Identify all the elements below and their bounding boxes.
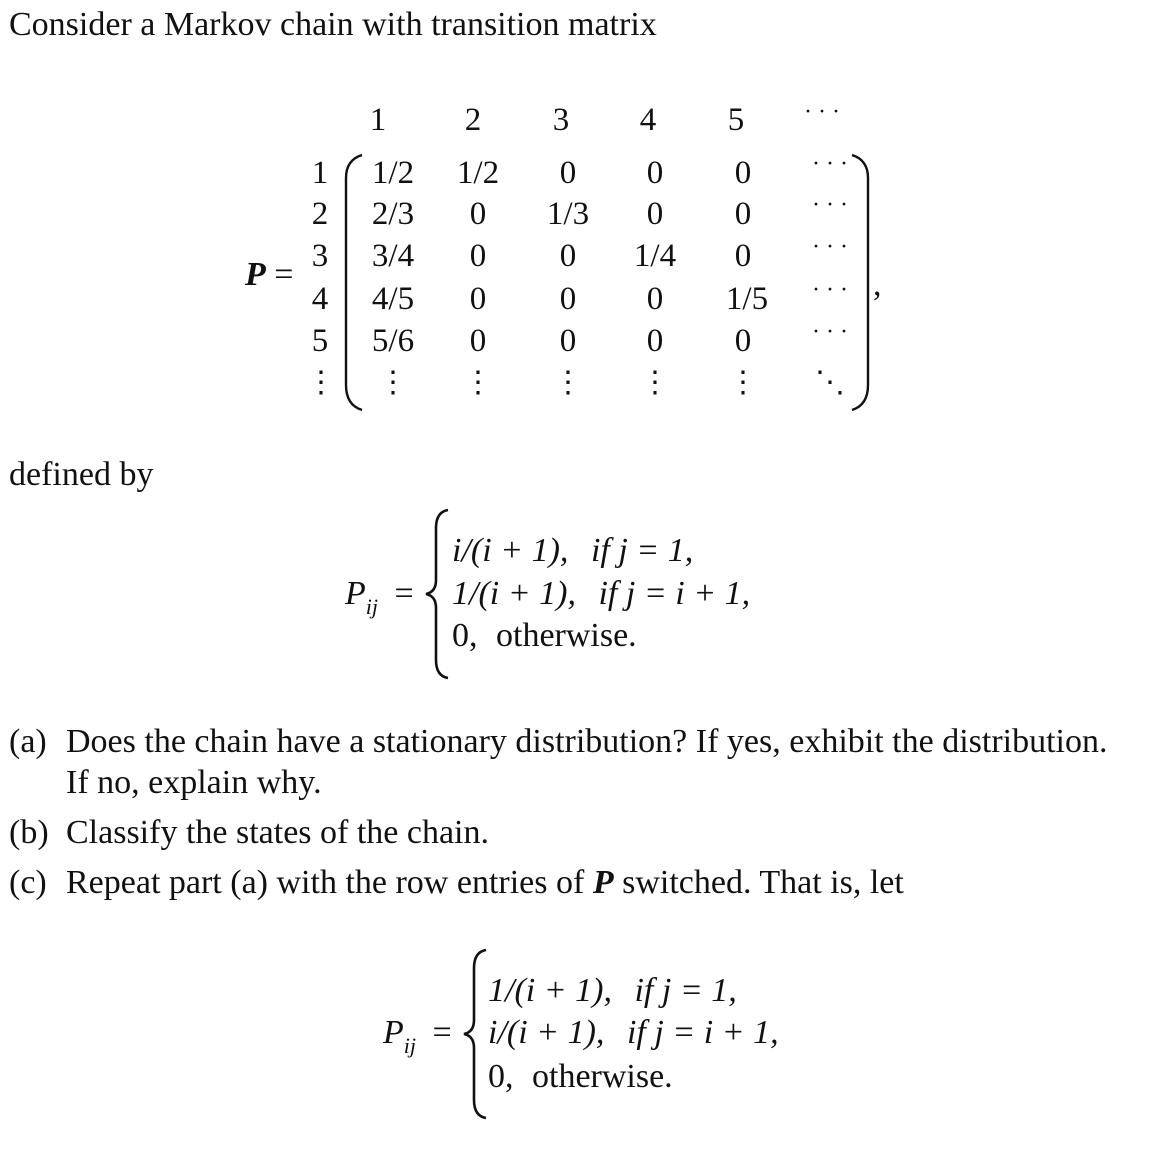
matrix-cell: ⋮ <box>640 366 670 399</box>
definition-lhs: $P_{ij}$ = <box>383 1014 452 1058</box>
matrix-cell: · · · <box>812 319 848 345</box>
matrix-cell: 3/4 <box>371 238 415 274</box>
col-header: 1 <box>369 102 387 138</box>
matrix-cell: 5/6 <box>371 323 415 359</box>
matrix-cell: ⋮ <box>553 366 583 399</box>
matrix-cell: 1/3 <box>546 196 590 232</box>
matrix-cell: · · · <box>812 277 848 303</box>
matrix-cell: 0 <box>734 155 752 191</box>
question-c: (c) <box>9 864 47 901</box>
row-header: 2 <box>311 196 329 232</box>
matrix-cell: 0 <box>559 155 577 191</box>
matrix-cell: · · · <box>812 234 848 260</box>
matrix-cell: 4/5 <box>371 281 415 317</box>
question-c-text: Repeat part (a) with the row entries of P switched. That is, let <box>66 864 904 901</box>
matrix-cell: 0 <box>469 196 487 232</box>
matrix-cell: 1/2 <box>371 155 415 191</box>
matrix-cell: 0 <box>646 323 664 359</box>
matrix-cell: 0 <box>559 238 577 274</box>
matrix-cell: · · · <box>812 192 848 218</box>
matrix-cell: 0 <box>734 196 752 232</box>
matrix-cell: 2/3 <box>371 196 415 232</box>
matrix-cell: ⋱ <box>815 366 845 399</box>
defined-by-text: defined by <box>9 456 154 493</box>
matrix-cell: 1/5 <box>725 281 769 317</box>
col-header: · · · <box>804 99 840 125</box>
matrix-cell: 0 <box>559 281 577 317</box>
matrix-cell: 0 <box>469 323 487 359</box>
matrix-cell: 0 <box>734 323 752 359</box>
matrix-cell: 0 <box>559 323 577 359</box>
col-header: 3 <box>552 102 570 138</box>
question-a: (a) <box>9 723 47 760</box>
matrix-cell: 0 <box>646 155 664 191</box>
row-header: 5 <box>311 323 329 359</box>
question-b-text: Classify the states of the chain. <box>66 814 490 851</box>
definition-lhs: $P_{ij}$ = <box>345 575 414 619</box>
matrix-cell: 0 <box>734 238 752 274</box>
case-row: i/(i + 1), if j = i + 1, <box>488 1014 779 1051</box>
matrix-cell: 0 <box>469 281 487 317</box>
question-a-continuation: If no, explain why. <box>66 764 322 801</box>
question-b: (b) <box>9 814 49 851</box>
case-row: 0, otherwise. <box>452 617 637 654</box>
row-header: 3 <box>311 238 329 274</box>
matrix-symbol: P = <box>245 256 294 293</box>
case-row: 1/(i + 1), if j = i + 1, <box>452 575 751 612</box>
matrix-cell: ⋮ <box>728 366 758 399</box>
matrix-cell: · · · <box>812 151 848 177</box>
col-header: 5 <box>727 102 745 138</box>
row-header: 1 <box>311 155 329 191</box>
matrix-trailing-comma: , <box>873 266 882 303</box>
row-header: 4 <box>311 281 329 317</box>
case-row: 0, otherwise. <box>488 1058 673 1095</box>
matrix-cell: 0 <box>469 238 487 274</box>
question-a-text: Does the chain have a stationary distribution? If yes, exhibit the distribution. <box>66 723 1108 760</box>
col-header: 4 <box>639 102 657 138</box>
intro-text: Consider a Markov chain with transition matrix <box>9 6 657 43</box>
matrix-cell: ⋮ <box>463 366 493 399</box>
case-row: 1/(i + 1), if j = 1, <box>488 972 737 1009</box>
matrix-cell: 1/4 <box>633 238 677 274</box>
row-header: ⋮ <box>306 366 336 399</box>
case-row: i/(i + 1), if j = 1, <box>452 532 694 569</box>
matrix-cell: 0 <box>646 196 664 232</box>
col-header: 2 <box>464 102 482 138</box>
matrix-cell: 0 <box>646 281 664 317</box>
matrix-cell: ⋮ <box>378 366 408 399</box>
matrix-cell: 1/2 <box>456 155 500 191</box>
